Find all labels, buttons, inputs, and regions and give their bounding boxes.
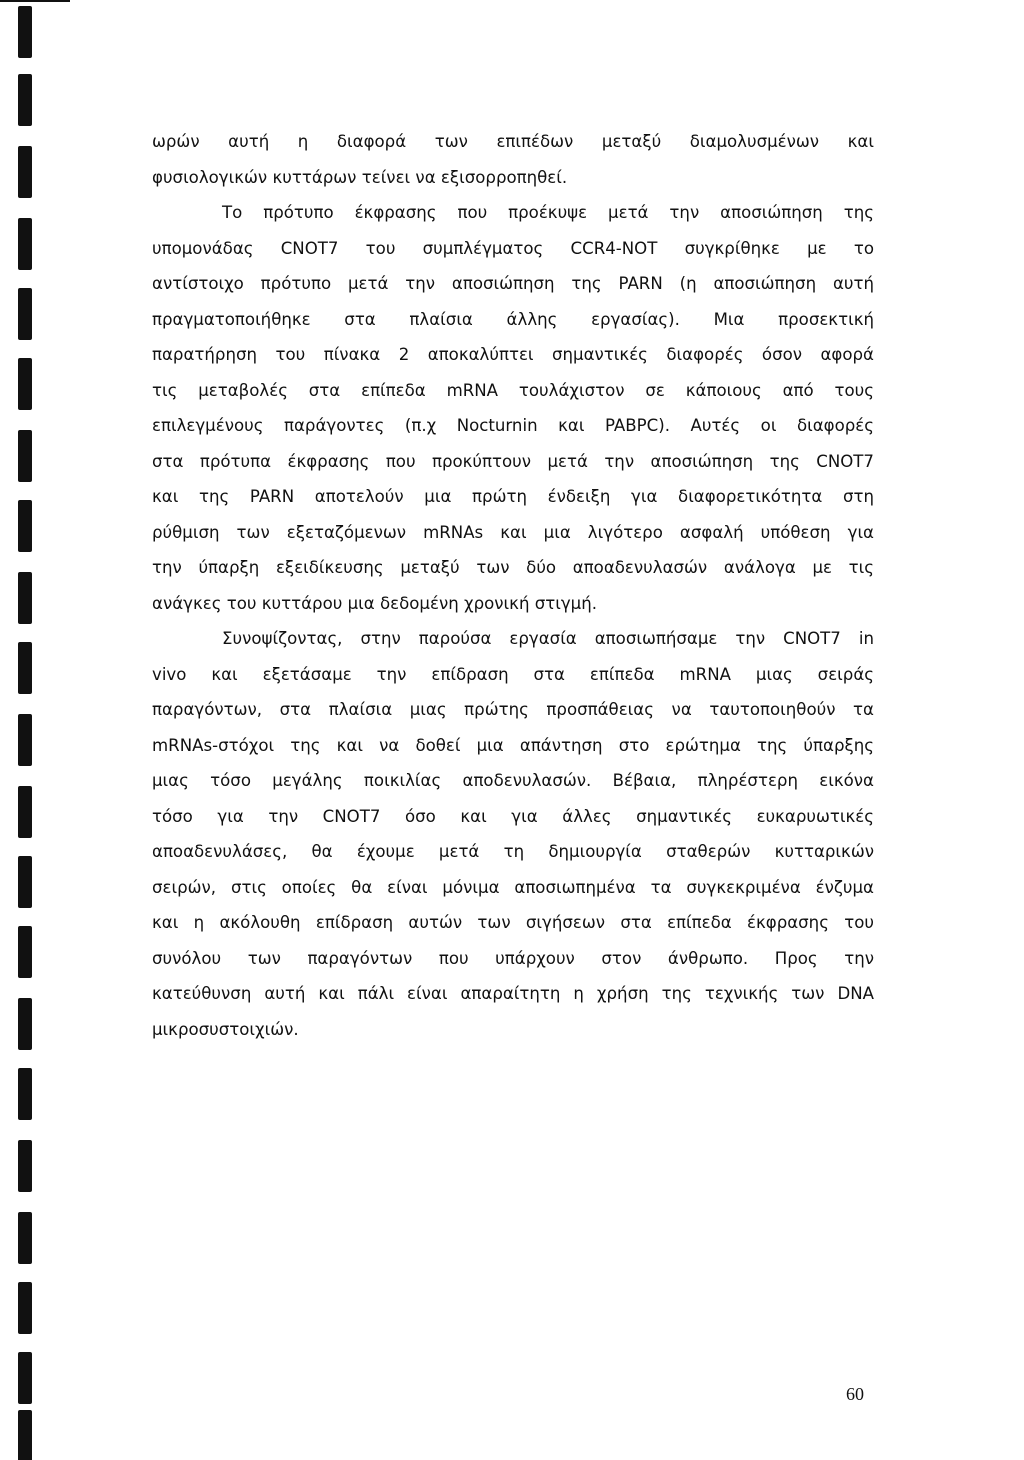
text-line: τις μεταβολές στα επίπεδα mRNA τουλάχιστον σε κάποιους από τους	[152, 380, 874, 400]
text-line: επιλεγμένους παράγοντες (π.χ Nocturnin και PABPC). Αυτές οι διαφορές	[152, 416, 874, 435]
page-number: 60	[846, 1384, 864, 1404]
binding-mark	[18, 6, 32, 58]
binding-mark	[18, 358, 32, 410]
text-line: σειρών, στις οποίες θα είναι μόνιμα αποσιωπημένα τα συγκεκριμένα ένζυμα	[152, 877, 874, 897]
text-line: παρατήρηση του πίνακα 2 αποκαλύπτει σημαντικές διαφορές όσον αφορά	[152, 345, 874, 364]
text-line: μιας τόσο μεγάλης ποικιλίας αποδενυλασών. Βέβαια, πληρέστερη εικόνα	[152, 771, 874, 790]
text-line: ρύθμιση των εξεταζόμενων mRNAs και μια λιγότερο ασφαλή υπόθεση για	[152, 522, 874, 542]
text-line: ανάγκες του κυττάρου μια δεδομένη χρονική στιγμή.	[152, 593, 598, 613]
text-line: την ύπαρξη εξειδίκευσης μεταξύ των δύο αποαδενυλασών ανάλογα με τις	[152, 558, 874, 577]
binding-edge-marks	[0, 0, 50, 1460]
text-line: και της PARN αποτελούν μια πρώτη ένδειξη για διαφορετικότητα στη	[152, 487, 874, 506]
binding-mark	[18, 1410, 32, 1460]
text-line: mRNAs-στόχοι της και να δοθεί μια απάντηση στο ερώτημα της ύπαρξης	[152, 735, 874, 755]
body-text	[152, 124, 874, 1047]
text-line: φυσιολογικών κυττάρων τείνει να εξισορροπηθεί.	[152, 167, 568, 187]
text-line: ωρών αυτή η διαφορά των επιπέδων μεταξύ διαμολυσμένων και	[152, 132, 874, 151]
text-line: vivo και εξετάσαμε την επίδραση στα επίπεδα mRNA μιας σειράς	[152, 664, 874, 684]
binding-mark	[18, 146, 32, 198]
text-line: Το πρότυπο έκφρασης που προέκυψε μετά την αποσιώπηση της	[222, 203, 874, 222]
binding-mark	[18, 714, 32, 766]
binding-mark	[18, 1212, 32, 1264]
binding-mark	[18, 1282, 32, 1334]
binding-mark	[18, 786, 32, 838]
text-line: συνόλου των παραγόντων που υπάρχουν στον άνθρωπο. Προς την	[152, 948, 874, 968]
binding-mark	[18, 430, 32, 482]
binding-mark	[18, 998, 32, 1050]
binding-mark	[18, 1140, 32, 1192]
text-line: τόσο για την CNOT7 όσο και για άλλες σημαντικές ευκαρυωτικές	[152, 806, 874, 826]
binding-mark	[18, 74, 32, 126]
text-line: κατεύθυνση αυτή και πάλι είναι απαραίτητη η χρήση της τεχνικής των DNA	[152, 984, 874, 1003]
binding-mark	[18, 572, 32, 624]
binding-mark	[18, 500, 32, 552]
binding-mark	[18, 218, 32, 270]
binding-mark	[18, 1068, 32, 1120]
binding-mark	[18, 642, 32, 694]
text-line: μικροσυστοιχιών.	[152, 1019, 299, 1039]
text-line: πραγματοποιήθηκε στα πλαίσια άλλης εργασίας). Μια προσεκτική	[152, 309, 874, 329]
binding-mark	[18, 926, 32, 978]
binding-mark	[18, 1352, 32, 1404]
text-line: στα πρότυπα έκφρασης που προκύπτουν μετά την αποσιώπηση της CNOT7	[152, 451, 874, 471]
text-line: υπομονάδας CNOT7 του συμπλέγματος CCR4-NOT συγκρίθηκε με το	[152, 238, 874, 258]
text-line: αντίστοιχο πρότυπο μετά την αποσιώπηση της PARN (η αποσιώπηση αυτή	[152, 274, 874, 293]
text-line: και η ακόλουθη επίδραση αυτών των σιγήσεων στα επίπεδα έκφρασης του	[152, 913, 874, 932]
text-line: Συνοψίζοντας, στην παρούσα εργασία αποσιωπήσαμε την CNOT7 in	[222, 629, 874, 648]
text-line: παραγόντων, στα πλαίσια μιας πρώτης προσπάθειας να ταυτοποιηθούν τα	[152, 700, 874, 719]
binding-mark	[18, 288, 32, 340]
text-line: αποαδενυλάσες, θα έχουμε μετά τη δημιουργία σταθερών κυτταρικών	[152, 842, 874, 861]
binding-mark	[18, 856, 32, 908]
